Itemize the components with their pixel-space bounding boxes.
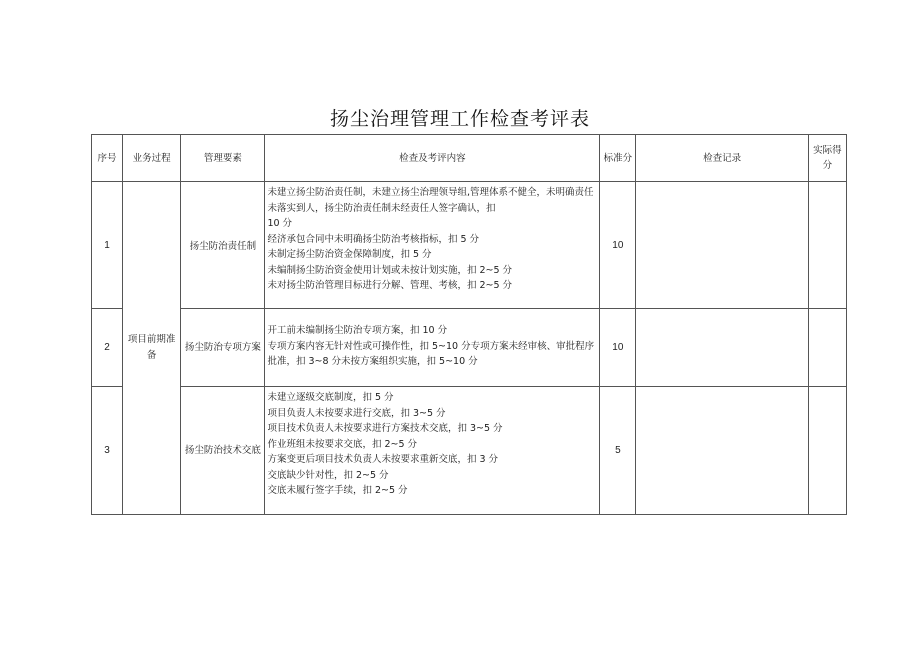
process-group-cell: 项目前期准备 xyxy=(123,182,181,515)
row-number: 1 xyxy=(92,182,123,309)
evaluation-content xyxy=(265,387,600,515)
management-element: 扬尘防治专项方案 xyxy=(181,309,265,387)
row-number: 2 xyxy=(92,309,123,387)
criterion-line: 未对扬尘防治管理目标进行分解、管理、考核，扣 2~5 分 xyxy=(267,280,513,291)
criterion-line: 作业班组未按要求交底，扣 2~5 分 xyxy=(267,438,418,450)
page-title: 扬尘治理管理工作检查考评表 xyxy=(329,108,590,130)
inspection-table xyxy=(91,134,847,515)
criterion-line: 未编制扬尘防治资金使用计划或未按计划实施，扣 2~5 分 xyxy=(267,264,513,276)
criterion-line: 交底缺少针对性，扣 2~5 分 xyxy=(267,469,389,481)
standard-score: 5 xyxy=(600,387,636,515)
inspection-record-cell[interactable] xyxy=(636,387,808,515)
actual-score-cell[interactable] xyxy=(808,309,846,387)
standard-score: 10 xyxy=(600,309,636,387)
header-record: 检查记录 xyxy=(636,135,808,182)
criterion-line: 项目负责人未按要求进行交底，扣 3~5 分 xyxy=(267,407,446,419)
criterion-line: 未制定扬尘防治资金保障制度，扣 5 分 xyxy=(267,249,432,260)
table-row xyxy=(92,387,847,515)
evaluation-content xyxy=(265,182,600,309)
header-element: 管理要素 xyxy=(181,135,265,182)
criterion-line: 10 分 xyxy=(267,218,293,229)
criterion-line: 项目技术负责人未按要求进行方案技术交底，扣 3~5 分 xyxy=(267,423,503,434)
standard-score: 10 xyxy=(600,182,636,309)
management-element: 扬尘防治技术交底 xyxy=(181,387,265,515)
header-actual: 实际得分 xyxy=(808,135,846,182)
criterion-line: 交底未履行签字手续，扣 2~5 分 xyxy=(267,485,408,496)
criterion-line: 未建立逐级交底制度，扣 5 分 xyxy=(267,392,394,403)
row-number: 3 xyxy=(92,387,123,515)
header-content: 检查及考评内容 xyxy=(265,135,600,182)
evaluation-content xyxy=(265,309,600,387)
inspection-record-cell[interactable] xyxy=(636,309,808,387)
table-row xyxy=(92,309,847,387)
criterion-line: 未建立扬尘防治责任制，未建立扬尘治理领导组,管理体系不健全，未明确责任未落实到人，扬尘防治责任制未经责任人签字确认，扣 xyxy=(267,187,594,214)
table-row xyxy=(92,182,847,309)
criterion-line: 开工前未编制扬尘防治专项方案，扣 10 分 xyxy=(267,325,448,336)
header-process: 业务过程 xyxy=(123,135,181,182)
inspection-record-cell[interactable] xyxy=(636,182,808,309)
criterion-line: 方案变更后项目技术负责人未按要求重新交底，扣 3 分 xyxy=(267,454,499,465)
actual-score-cell[interactable] xyxy=(808,182,846,309)
header-no: 序号 xyxy=(92,135,123,182)
header-standard: 标准分 xyxy=(600,135,636,182)
criterion-line: 专项方案内容无针对性或可操作性，扣 5~10 分专项方案未经审核、审批程序批准，扣 3~8 分未按方案组织实施，扣 5~10 分 xyxy=(267,340,595,367)
management-element: 扬尘防治责任制 xyxy=(181,182,265,309)
table-header-row xyxy=(92,135,847,182)
actual-score-cell[interactable] xyxy=(808,387,846,515)
criterion-line: 经济承包合同中未明确扬尘防治考核指标，扣 5 分 xyxy=(267,233,480,245)
